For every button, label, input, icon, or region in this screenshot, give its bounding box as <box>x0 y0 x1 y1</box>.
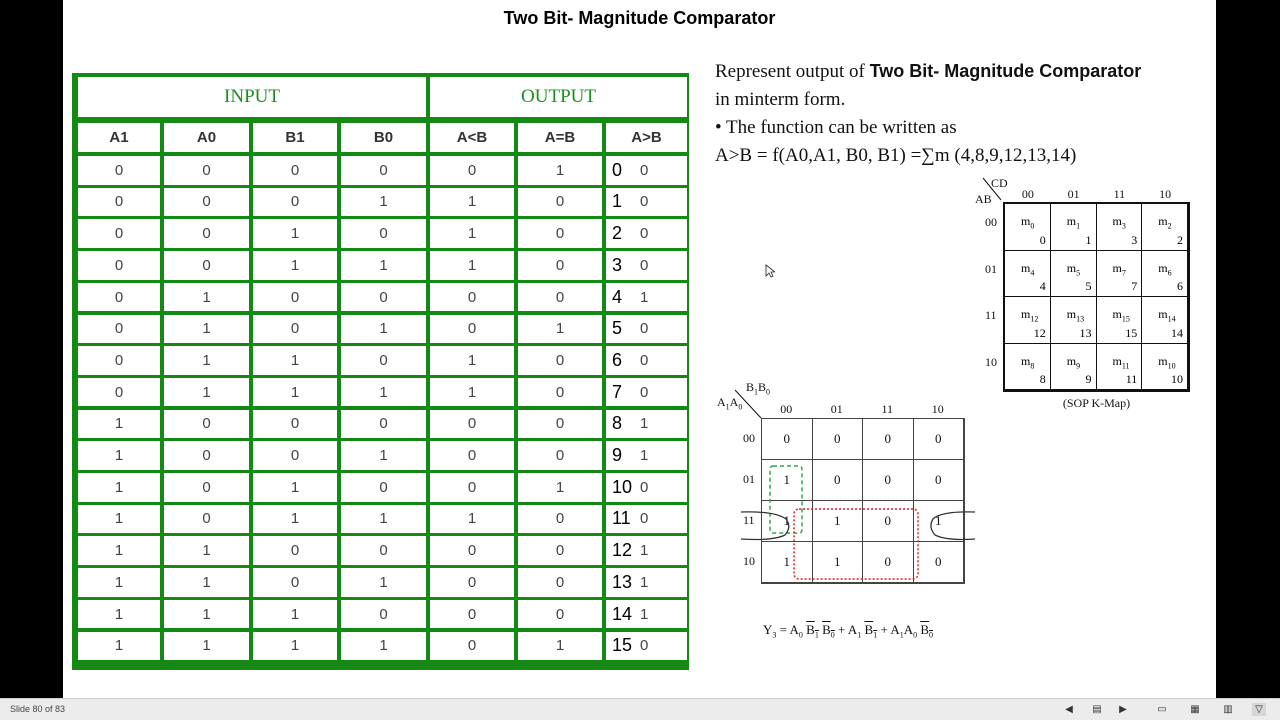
table-cell: 1 <box>164 346 249 375</box>
table-cell-gt <box>606 346 687 375</box>
minterm-index: 9 <box>612 445 623 466</box>
table-cell: 1 <box>341 441 426 470</box>
table-cell-gt <box>606 315 687 344</box>
table-cell: 0 <box>430 600 514 629</box>
table-cell: 0 <box>341 156 426 185</box>
minterm-label: $m_{10}$ <box>1158 353 1176 370</box>
kmap-cell: 0 <box>863 419 914 460</box>
sop-col-label: 10 <box>1159 187 1172 201</box>
minterm-label: $m_0$ <box>1021 214 1035 231</box>
table-cell: 1 <box>78 632 160 661</box>
sop-col-label: 00 <box>1021 187 1034 201</box>
solved-corner-b1b0: $B_1B_0$ <box>746 380 771 397</box>
minterm-index: 1 <box>612 191 623 212</box>
table-cell: 0 <box>518 568 602 597</box>
table-cell-gt <box>606 568 687 597</box>
minterm-index: 8 <box>612 413 623 434</box>
table-cell: 1 <box>78 600 160 629</box>
minterm-label: $m_{14}$ <box>1158 307 1176 324</box>
table-cell: 0 <box>430 315 514 344</box>
minterm-label: $m_6$ <box>1158 260 1172 277</box>
reading-view-icon[interactable]: ▥ <box>1223 704 1233 715</box>
table-cell: 1 <box>518 473 602 502</box>
minterm-index: 6 <box>612 349 623 370</box>
table-cell: 0 <box>78 156 160 185</box>
column-header: A>B <box>606 123 687 152</box>
minterm-index: 2 <box>612 223 623 244</box>
table-cell: 1 <box>341 505 426 534</box>
table-cell: 0 <box>253 410 337 439</box>
table-cell: 0 <box>253 188 337 217</box>
column-header: A<B <box>430 123 514 152</box>
table-cell-gt <box>606 156 687 185</box>
minterm-index: 14 <box>612 603 633 624</box>
solved-row-label: 01 <box>743 472 755 486</box>
table-cell: 0 <box>341 600 426 629</box>
kmap-cell: 0 <box>863 460 914 501</box>
table-cell: 1 <box>430 378 514 407</box>
table-cell: 0 <box>78 315 160 344</box>
sop-cell <box>1005 297 1051 344</box>
truth-table-input-header: INPUT <box>78 77 426 117</box>
kmap-cell: 0 <box>914 419 965 460</box>
sop-cell <box>1005 344 1051 391</box>
minterm-index: 4 <box>612 286 623 307</box>
table-cell: 0 <box>253 568 337 597</box>
gt-value: 0 <box>640 351 649 369</box>
status-bar <box>0 698 1280 720</box>
table-cell: 0 <box>341 219 426 248</box>
table-cell: 1 <box>341 315 426 344</box>
table-cell: 1 <box>430 219 514 248</box>
minterm-number: 5 <box>1085 279 1092 293</box>
solved-col-label: 10 <box>931 402 944 416</box>
minterm-label: $m_7$ <box>1112 260 1126 277</box>
table-cell: 1 <box>341 568 426 597</box>
solved-col-label: 11 <box>881 402 894 416</box>
kmap-cell: 1 <box>762 542 813 583</box>
minterm-number: 0 <box>1039 232 1046 247</box>
sop-row-label: 00 <box>985 215 997 229</box>
minterm-index: 0 <box>612 159 623 180</box>
gt-value: 0 <box>640 161 649 179</box>
minterm-index: 5 <box>612 318 623 339</box>
table-cell: 1 <box>164 283 249 312</box>
table-cell: 0 <box>164 188 249 217</box>
table-cell: 0 <box>430 441 514 470</box>
minterm-index: 11 <box>612 508 631 529</box>
column-header: A=B <box>518 123 602 152</box>
slide-sorter-icon[interactable]: ▦ <box>1190 704 1200 715</box>
table-cell: 1 <box>253 600 337 629</box>
table-cell: 1 <box>164 600 249 629</box>
minterm-label: $m_9$ <box>1066 353 1081 370</box>
table-cell: 0 <box>518 410 602 439</box>
minterm-index: 3 <box>612 254 623 275</box>
solved-col-label: 01 <box>830 402 843 416</box>
kmap-cell: 0 <box>813 419 864 460</box>
solved-row-label: 10 <box>743 554 755 568</box>
normal-view-icon[interactable]: ▭ <box>1157 704 1167 715</box>
text-line-2: in minterm form. <box>715 89 846 110</box>
table-cell: 0 <box>518 378 602 407</box>
sop-cell <box>1142 297 1188 344</box>
sop-cell <box>1142 204 1188 251</box>
sop-row-label: 10 <box>985 354 997 369</box>
sop-cell <box>1051 204 1097 251</box>
gt-value: 1 <box>640 542 649 560</box>
kmap-cell: 0 <box>863 542 914 583</box>
minterm-index: 7 <box>612 381 623 402</box>
table-cell: 0 <box>253 441 337 470</box>
table-cell: 0 <box>78 251 160 280</box>
table-cell-gt <box>606 410 687 439</box>
sop-cell <box>1097 297 1143 344</box>
table-cell: 0 <box>164 441 249 470</box>
sop-cell <box>1142 344 1188 391</box>
minterm-number: 11 <box>1125 372 1138 386</box>
table-cell: 0 <box>430 568 514 597</box>
gt-value: 1 <box>640 288 649 306</box>
table-cell: 0 <box>430 632 514 661</box>
sop-cell <box>1051 251 1097 298</box>
group-wrap-left <box>741 512 789 540</box>
minterm-number: 8 <box>1039 372 1046 386</box>
table-cell: 1 <box>341 378 426 407</box>
column-header: A1 <box>78 123 160 152</box>
table-cell: 0 <box>164 219 249 248</box>
table-cell: 1 <box>518 315 602 344</box>
minterm-label: $m_{13}$ <box>1066 307 1085 324</box>
minterm-number: 10 <box>1171 372 1183 386</box>
table-cell: 1 <box>253 219 337 248</box>
group-dashed-green <box>770 466 802 533</box>
gt-value: 1 <box>640 573 649 591</box>
gt-value: 0 <box>640 320 649 338</box>
table-cell-gt <box>606 441 687 470</box>
table-cell: 0 <box>341 283 426 312</box>
minterm-label: $m_{11}$ <box>1112 353 1130 370</box>
sop-cell <box>1142 251 1188 298</box>
mouse-cursor-icon <box>765 264 775 278</box>
table-cell: 0 <box>518 441 602 470</box>
sop-cell <box>1097 344 1143 391</box>
table-cell: 0 <box>518 188 602 217</box>
column-header: A0 <box>164 123 249 152</box>
minterm-number: 4 <box>1039 279 1046 293</box>
table-cell: 0 <box>78 188 160 217</box>
text-line-3: • The function can be written as <box>715 117 957 138</box>
table-cell: 1 <box>430 505 514 534</box>
gt-value: 0 <box>640 637 649 655</box>
table-cell: 1 <box>164 315 249 344</box>
table-cell-gt <box>606 600 687 629</box>
slide-title: Two Bit- Magnitude Comparator <box>503 8 776 28</box>
gt-value: 1 <box>640 447 649 465</box>
minterm-label: $m_4$ <box>1021 260 1035 277</box>
truth-table <box>72 73 689 670</box>
table-cell: 1 <box>164 536 249 565</box>
table-cell: 1 <box>253 346 337 375</box>
sop-caption: (SOP K-Map) <box>1062 396 1131 410</box>
sop-cell <box>1097 204 1143 251</box>
table-cell: 0 <box>78 283 160 312</box>
group-wrap-right <box>931 512 975 540</box>
truth-table-output-header: OUTPUT <box>430 77 687 117</box>
table-cell: 0 <box>253 536 337 565</box>
table-cell: 1 <box>164 632 249 661</box>
gt-value: 1 <box>640 415 649 433</box>
sop-col-label: 01 <box>1067 187 1080 201</box>
kmap-cell: 0 <box>914 542 965 583</box>
minterm-number: 1 <box>1085 232 1092 247</box>
minterm-label: $m_1$ <box>1066 214 1081 231</box>
table-cell: 1 <box>78 441 160 470</box>
minterm-index: 15 <box>612 635 633 656</box>
table-cell: 1 <box>341 632 426 661</box>
gt-value: 0 <box>640 383 649 401</box>
sop-cell <box>1097 251 1143 298</box>
table-cell: 0 <box>164 505 249 534</box>
minterm-number: 13 <box>1079 325 1092 340</box>
table-cell-gt <box>606 632 687 661</box>
sop-corner-cd: CD <box>991 176 1008 190</box>
table-cell: 1 <box>78 568 160 597</box>
column-header: B0 <box>341 123 426 152</box>
table-cell-gt <box>606 505 687 534</box>
gt-value: 0 <box>640 510 649 528</box>
table-cell: 0 <box>430 410 514 439</box>
table-cell: 1 <box>430 251 514 280</box>
next-icon[interactable]: ▶ <box>1119 704 1127 715</box>
column-header: B1 <box>253 123 337 152</box>
gt-value: 0 <box>640 256 649 274</box>
prev-icon[interactable]: ◀ <box>1065 704 1073 715</box>
table-cell: 0 <box>430 473 514 502</box>
minterm-label: $m_2$ <box>1158 214 1172 231</box>
minterm-label: $m_3$ <box>1112 214 1126 231</box>
table-cell: 0 <box>518 251 602 280</box>
table-cell: 0 <box>164 410 249 439</box>
table-cell: 0 <box>430 156 514 185</box>
minterm-index: 12 <box>612 540 633 561</box>
table-cell-gt <box>606 188 687 217</box>
slideshow-icon[interactable]: ▽ <box>1252 703 1266 716</box>
kmap-cell: 0 <box>914 460 965 501</box>
minterm-number: 6 <box>1177 279 1183 293</box>
minterm-number: 15 <box>1125 325 1138 340</box>
table-cell: 0 <box>78 378 160 407</box>
sop-grid <box>1003 202 1190 392</box>
table-cell: 1 <box>253 378 337 407</box>
table-cell: 0 <box>253 156 337 185</box>
text-line-4: A>B = f(A0,A1, B0, B1) =∑m (4,8,9,12,13,14) <box>715 145 1077 166</box>
gt-value: 0 <box>640 225 649 243</box>
minterm-number: 3 <box>1131 232 1138 247</box>
solved-row-label: 11 <box>743 513 755 527</box>
table-cell: 1 <box>341 251 426 280</box>
table-cell: 0 <box>518 536 602 565</box>
kmap-groupings <box>723 455 993 585</box>
table-cell: 0 <box>253 315 337 344</box>
table-cell: 1 <box>164 378 249 407</box>
table-cell: 0 <box>341 346 426 375</box>
sop-cell <box>1051 344 1097 391</box>
minterm-number: 2 <box>1177 232 1183 247</box>
minterm-label: $m_8$ <box>1021 353 1035 370</box>
minterm-index: 10 <box>612 476 633 497</box>
kmap-cell: 0 <box>813 460 864 501</box>
table-cell: 1 <box>253 473 337 502</box>
kmap-cell: 1 <box>813 542 864 583</box>
table-cell: 0 <box>430 283 514 312</box>
table-cell: 1 <box>430 346 514 375</box>
table-cell: 0 <box>253 283 337 312</box>
table-cell: 1 <box>253 251 337 280</box>
table-cell: 1 <box>78 473 160 502</box>
solved-equation: $Y_3 = A_0$ $B_1$ $B_0 + A_1$ $B_1 + A_1A_0$ $B_0$ <box>763 622 934 640</box>
sop-cell <box>1051 297 1097 344</box>
sop-cell <box>1005 204 1051 251</box>
minterm-label: $m_{12}$ <box>1021 307 1039 324</box>
sop-col-label: 11 <box>1113 187 1126 201</box>
minterm-number: 14 <box>1171 325 1183 340</box>
table-cell-gt <box>606 283 687 312</box>
table-cell: 0 <box>341 536 426 565</box>
minterm-number: 9 <box>1085 372 1092 386</box>
table-cell: 1 <box>253 505 337 534</box>
table-cell-gt <box>606 251 687 280</box>
table-cell-gt <box>606 378 687 407</box>
table-cell: 1 <box>430 188 514 217</box>
gt-value: 1 <box>640 605 649 623</box>
kmap-cell: 0 <box>863 501 914 542</box>
table-cell: 0 <box>164 473 249 502</box>
gt-value: 0 <box>640 193 649 211</box>
notes-icon[interactable]: ▤ <box>1092 704 1102 715</box>
sop-row-label: 11 <box>985 308 997 322</box>
sop-corner-ab: AB <box>975 192 992 206</box>
table-cell-gt <box>606 219 687 248</box>
table-cell: 1 <box>518 156 602 185</box>
text-line-1: Represent output of Two Bit- Magnitude Comparator <box>715 61 1142 82</box>
table-cell: 0 <box>518 219 602 248</box>
table-cell: 0 <box>518 283 602 312</box>
slide-canvas <box>63 0 1216 698</box>
table-cell: 1 <box>518 632 602 661</box>
table-cell: 0 <box>518 600 602 629</box>
table-cell: 0 <box>164 156 249 185</box>
table-cell: 0 <box>518 346 602 375</box>
sop-row-label: 01 <box>985 261 997 276</box>
kmap-cell: 1 <box>762 460 813 501</box>
kmap-cell: 0 <box>762 419 813 460</box>
solved-corner-a1a0: $A_1A_0$ <box>717 395 743 412</box>
table-cell: 0 <box>78 346 160 375</box>
group-dotted-red <box>794 509 918 579</box>
table-cell: 0 <box>430 536 514 565</box>
kmap-cell: 1 <box>813 501 864 542</box>
table-cell: 1 <box>341 188 426 217</box>
minterm-index: 13 <box>612 571 633 592</box>
minterm-number: 12 <box>1033 325 1046 340</box>
kmap-cell: 1 <box>762 501 813 542</box>
table-cell: 1 <box>78 505 160 534</box>
table-cell: 1 <box>78 410 160 439</box>
sop-cell <box>1005 251 1051 298</box>
table-cell: 1 <box>78 536 160 565</box>
minterm-label: $m_{15}$ <box>1112 307 1130 324</box>
table-cell-gt <box>606 473 687 502</box>
solved-row-label: 00 <box>743 431 755 445</box>
solved-col-label: 00 <box>780 402 793 416</box>
table-cell: 0 <box>164 251 249 280</box>
table-cell: 1 <box>164 568 249 597</box>
minterm-number: 7 <box>1131 279 1138 293</box>
table-cell: 0 <box>341 410 426 439</box>
kmap-cell: 1 <box>914 501 965 542</box>
table-cell: 0 <box>341 473 426 502</box>
slide-counter: Slide 80 of 83 <box>10 704 66 714</box>
table-cell: 0 <box>78 219 160 248</box>
minterm-label: $m_5$ <box>1066 260 1081 277</box>
gt-value: 0 <box>640 478 649 496</box>
table-cell: 1 <box>253 632 337 661</box>
table-cell: 0 <box>518 505 602 534</box>
table-cell-gt <box>606 536 687 565</box>
